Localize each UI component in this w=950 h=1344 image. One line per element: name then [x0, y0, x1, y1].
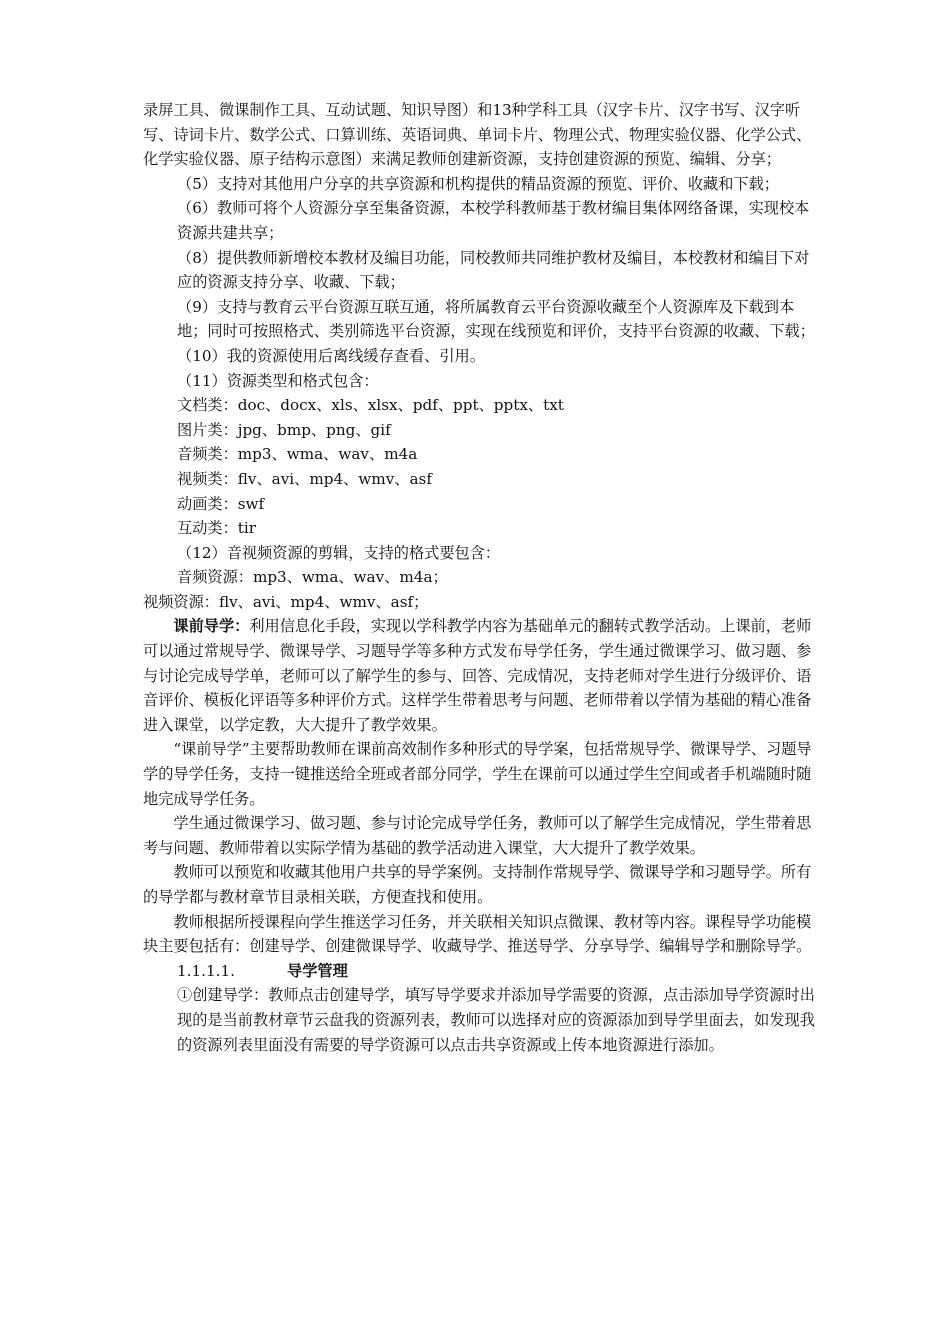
- format-line: 互动类：tir: [177, 519, 256, 538]
- list-item: （5）支持对其他用户分享的共享资源和机构提供的精品资源的预览、评价、收藏和下载；: [177, 174, 779, 193]
- preclass-term: 课前导学：: [173, 617, 250, 636]
- list-item: （8）提供教师新增校本教材及编目功能，同校教师共同维护教材及编目，本校教材和编目下对应的资源支持分享、收藏、下载；: [177, 248, 810, 292]
- intro-paragraph: 录屏工具、微课制作工具、互动试题、知识导图）和13种学科工具（汉字卡片、汉字书写、汉字听写、诗词卡片、数学公式、口算训练、英语词典、单词卡片、物理公式、物理实验仪器、化学公式、化学实验仪器、原子结构示意图）来满足教师创建新资源，支持创建资源的预览、编辑、分享；: [143, 101, 812, 169]
- list-item: （6）教师可将个人资源分享至集备资源，本校学科教师基于教材编目集体网络备课，实现校本资源共建共享；: [177, 199, 810, 242]
- feature-list: [143, 172, 823, 197]
- preclass-paragraph: [143, 614, 823, 737]
- section-heading: [143, 959, 823, 984]
- section-title: 导学管理: [287, 961, 348, 980]
- list-item: （11）资源类型和格式包含：: [177, 371, 379, 390]
- format-line: 动画类：swf: [177, 494, 265, 513]
- document-page: [143, 98, 823, 1057]
- format-line: 音频类：mp3、wma、wav、m4a: [177, 445, 418, 464]
- body-paragraph: 教师可以预览和收藏其他用户共享的导学案例。支持制作常规导学、微课导学和习题导学。所有的导学都与教材章节目录相关联，方便查找和使用。: [143, 863, 812, 906]
- feature-list-2: [143, 196, 823, 590]
- list-item: （9）支持与教育云平台资源互联互通，将所属教育云平台资源收藏至个人资源库及下载到本地；同时可按照格式、类别筛选平台资源，实现在线预览和评价，支持平台资源的收藏、下载；: [177, 297, 815, 341]
- format-line: 视频类：flv、avi、mp4、wmv、asf: [177, 469, 432, 488]
- body-paragraph: 学生通过微课学习、做习题、参与讨论完成导学任务，教师可以了解学生完成情况，学生带着思考与问题、教师带着以实际学情为基础的教学活动进入课堂，大大提升了教学效果。: [143, 814, 812, 857]
- create-guide-paragraph: ①创建导学：教师点击创建导学，填写导学要求并添加导学需要的资源，点击添加导学资源时出现的是当前教材章节云盘我的资源列表，教师可以选择对应的资源添加到导学里面去，如发现我的资源列表里面没有需要的导学资源可以点击共享资源或上传本地资源进行添加。: [177, 986, 815, 1054]
- format-line: 文档类：doc、docx、xls、xlsx、pdf、ppt、pptx、txt: [177, 396, 564, 415]
- body-paragraph: “课前导学”主要帮助教师在课前高效制作多种形式的导学案，包括常规导学、微课导学、习题导学的导学任务，支持一键推送给全班或者部分同学，学生在课前可以通过学生空间或者手机端随时随地完成导学任务。: [143, 740, 812, 808]
- body-paragraph: 教师根据所授课程向学生推送学习任务，并关联相关知识点微课、教材等内容。课程导学功能模块主要包括有：创建导学、创建微课导学、收藏导学、推送导学、分享导学、编辑导学和删除导学。: [143, 912, 812, 956]
- list-item: （12）音视频资源的剪辑，支持的格式要包含：: [177, 543, 501, 562]
- video-format-line: 视频资源：flv、avi、mp4、wmv、asf；: [143, 592, 429, 611]
- format-line: 图片类：jpg、bmp、png、gif: [177, 420, 391, 439]
- preclass-text: 利用信息化手段，实现以学科教学内容为基础单元的翻转式教学活动。上课前，老师可以通过常规导学、微课导学、习题导学等多种方式发布导学任务，学生通过微课学习、做习题、参与讨论完成导学单，老师可以了解学生的参与、回答、完成情况，支持老师对学生进行分级评价、语音评价、模板化评语等多种评价方式。这样学生带着思考与问题、老师带着以学情为基础的精心准备进入课堂，以学定教，大大提升了教学效果。: [143, 617, 812, 734]
- section-number: 1.1.1.1.: [177, 961, 235, 980]
- list-item: （10）我的资源使用后离线缓存查看、引用。: [177, 346, 485, 365]
- audio-format-line: 音频资源：mp3、wma、wav、m4a；: [177, 568, 448, 587]
